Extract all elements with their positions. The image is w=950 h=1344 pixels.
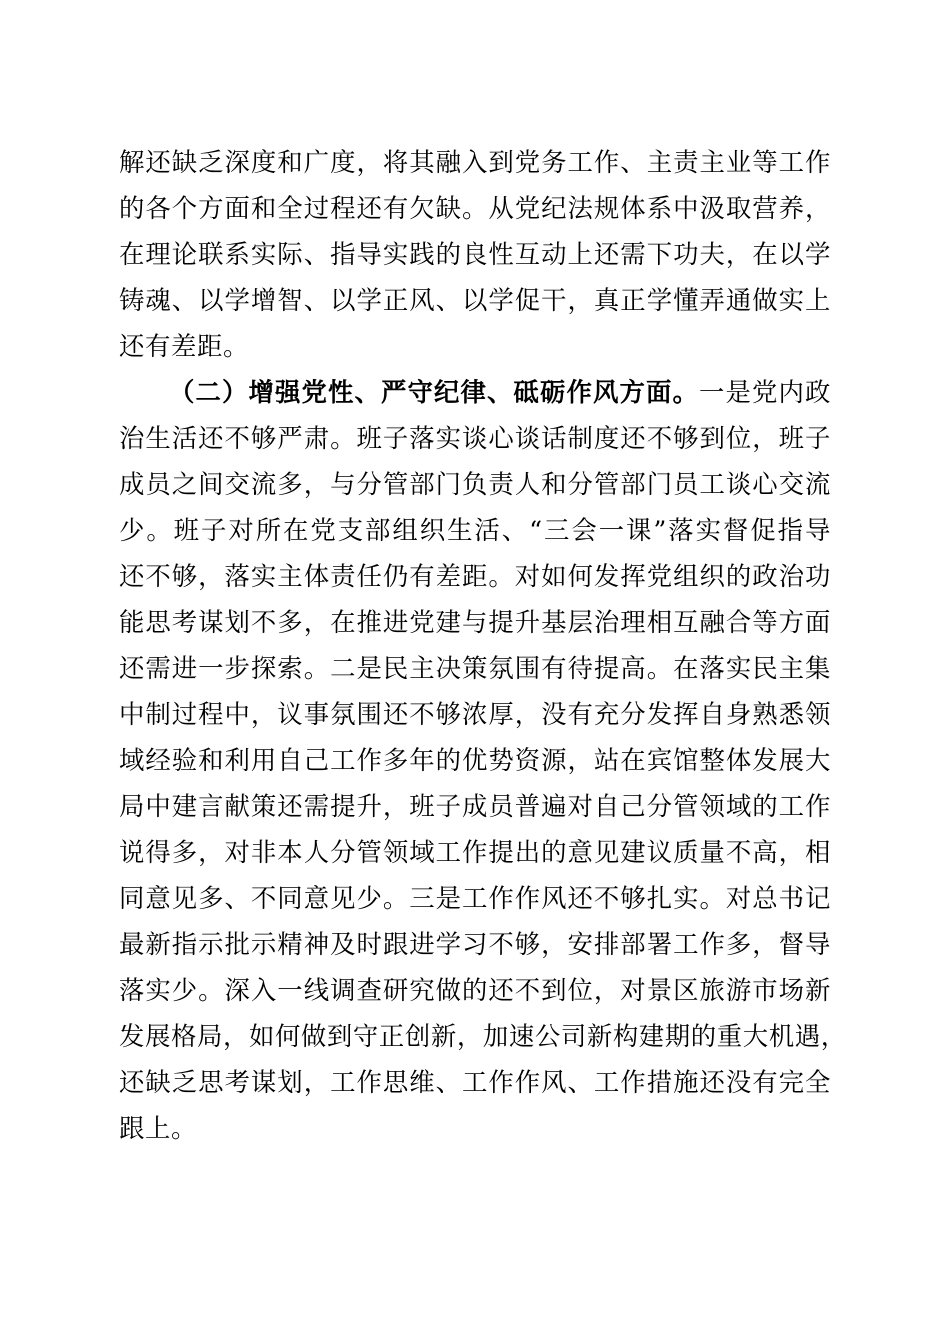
paragraph-2-line-8: 域经验和利用自己工作多年的优势资源，站在宾馆整体发展大	[119, 745, 831, 775]
paragraph-2-line-7: 中制过程中，议事氛围还不够浓厚，没有充分发挥自身熟悉领	[119, 699, 831, 729]
paragraph-2-line-9: 局中建言献策还需提升，班子成员普遍对自己分管领域的工作	[119, 791, 831, 821]
paragraph-1-line-4: 铸魂、以学增智、以学正风、以学促干，真正学懂弄通做实上	[119, 285, 831, 315]
paragraph-2-line-11: 同意见多、不同意见少。三是工作作风还不够扎实。对总书记	[119, 883, 831, 913]
paragraph-1-line-5: 还有差距。	[119, 331, 249, 361]
paragraph-2-line-13: 落实少。深入一线调查研究做的还不到位，对景区旅游市场新	[119, 975, 831, 1005]
paragraph-2-line-4: 还不够，落实主体责任仍有差距。对如何发挥党组织的政治功	[119, 561, 831, 591]
paragraph-1-line-2: 的各个方面和全过程还有欠缺。从党纪法规体系中汲取营养，	[119, 193, 831, 223]
paragraph-2-line-15: 还缺乏思考谋划，工作思维、工作作风、工作措施还没有完全	[119, 1067, 831, 1097]
paragraph-2-line-1: 治生活还不够严肃。班子落实谈心谈话制度还不够到位，班子	[119, 423, 831, 453]
paragraph-2-line-6: 还需进一步探索。二是民主决策氛围有待提高。在落实民主集	[119, 653, 831, 683]
paragraph-1-line-1: 解还缺乏深度和广度，将其融入到党务工作、主责主业等工作	[119, 147, 831, 177]
paragraph-2-line-14: 发展格局，如何做到守正创新，加速公司新构建期的重大机遇，	[119, 1021, 847, 1051]
paragraph-1-line-3: 在理论联系实际、指导实践的良性互动上还需下功夫，在以学	[119, 239, 831, 269]
paragraph-2-line-3: 少。班子对所在党支部组织生活、“三会一课”落实督促指导	[119, 515, 831, 545]
section-heading: （二）增强党性、严守纪律、砥砺作风方面。	[169, 377, 700, 407]
paragraph-2-line-2: 成员之间交流多，与分管部门负责人和分管部门员工谈心交流	[119, 469, 831, 499]
paragraph-2-line-16: 跟上。	[119, 1113, 197, 1143]
paragraph-2-line-12: 最新指示批示精神及时跟进学习不够，安排部署工作多，督导	[119, 929, 831, 959]
paragraph-2-line-10: 说得多，对非本人分管领域工作提出的意见建议质量不高，相	[119, 837, 831, 867]
paragraph-2-first-line	[169, 369, 831, 415]
paragraph-2-line-5: 能思考谋划不多，在推进党建与提升基层治理相互融合等方面	[119, 607, 831, 637]
paragraph-2-first-line-rest: 一是党内政	[699, 377, 832, 407]
